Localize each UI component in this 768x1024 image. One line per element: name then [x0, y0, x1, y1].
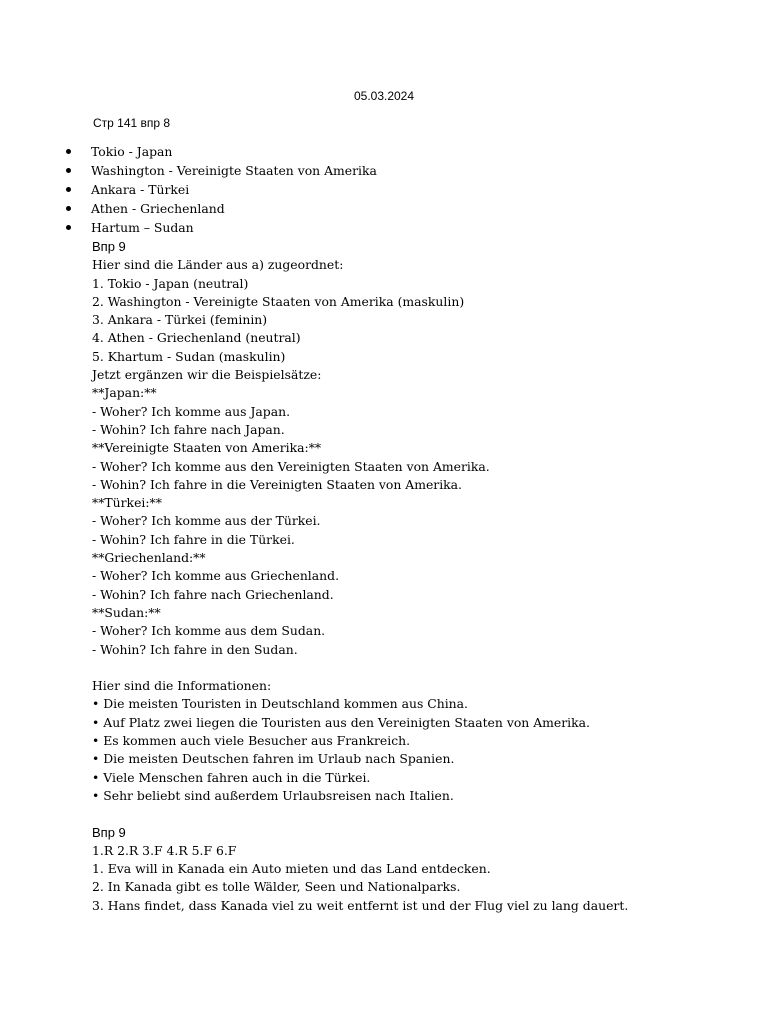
bullet-icon: [66, 187, 71, 192]
list-item: [0, 218, 377, 237]
text-line: - Wohin? Ich fahre in die Türkei.: [92, 531, 295, 547]
text-line: • Sehr beliebt sind außerdem Urlaubsreisen nach Italien.: [92, 787, 454, 803]
list-item: [0, 199, 377, 218]
text-line: 1. Tokio - Japan (neutral): [92, 275, 249, 291]
list-item-text: Athen - Griechenland: [91, 201, 225, 216]
text-line: • Die meisten Touristen in Deutschland kommen aus China.: [92, 696, 468, 712]
text-line: Jetzt ergänzen wir die Beispielsätze:: [92, 367, 322, 383]
text-line: - Woher? Ich komme aus dem Sudan.: [92, 623, 326, 639]
list-item-text: Tokio - Japan: [91, 144, 173, 159]
text-line: **Vereinigte Staaten von Amerika:**: [92, 440, 322, 456]
list-item: [0, 142, 377, 161]
section-heading: Впр 9: [92, 239, 126, 254]
text-line: 3. Hans findet, dass Kanada viel zu weit entfernt ist und der Flug viel zu lang dauert.: [92, 897, 629, 913]
country-capital-list: [0, 142, 377, 237]
text-line: • Viele Menschen fahren auch in die Türkei.: [92, 769, 371, 785]
text-line: • Auf Platz zwei liegen die Touristen aus den Vereinigten Staaten von Amerika.: [92, 714, 590, 730]
text-line: 3. Ankara - Türkei (feminin): [92, 312, 268, 328]
text-line: 2. In Kanada gibt es tolle Wälder, Seen und Nationalparks.: [92, 879, 461, 895]
text-line: **Türkei:**: [92, 495, 162, 511]
text-line: - Wohin? Ich fahre in die Vereinigten Staaten von Amerika.: [92, 476, 462, 492]
text-line: **Japan:**: [92, 385, 157, 401]
bullet-icon: [66, 168, 71, 173]
document-subheading: Стр 141 впр 8: [93, 116, 171, 130]
text-line: **Sudan:**: [92, 604, 161, 620]
list-item-text: Washington - Vereinigte Staaten von Amerika: [91, 163, 377, 178]
text-line: - Wohin? Ich fahre nach Japan.: [92, 421, 285, 437]
text-line: - Wohin? Ich fahre in den Sudan.: [92, 641, 298, 657]
blank-line: [92, 659, 628, 677]
list-item-text: Ankara - Türkei: [91, 182, 190, 197]
document-body: [92, 238, 628, 915]
bullet-icon: [66, 225, 71, 230]
text-line: 2. Washington - Vereinigte Staaten von Amerika (maskulin): [92, 293, 465, 309]
text-line: - Woher? Ich komme aus Griechenland.: [92, 568, 340, 584]
text-line: **Griechenland:**: [92, 550, 206, 566]
text-line: 4. Athen - Griechenland (neutral): [92, 330, 301, 346]
section-heading: Впр 9: [92, 824, 126, 840]
blank-line: [92, 805, 628, 823]
list-item: [0, 180, 377, 199]
bullet-icon: [66, 206, 71, 211]
bullet-icon: [66, 149, 71, 154]
text-line: • Es kommen auch viele Besucher aus Frankreich.: [92, 733, 411, 749]
text-line: - Woher? Ich komme aus Japan.: [92, 403, 291, 419]
text-line: 1. Eva will in Kanada ein Auto mieten und das Land entdecken.: [92, 861, 491, 877]
text-line: - Woher? Ich komme aus den Vereinigten Staaten von Amerika.: [92, 458, 490, 474]
text-line: 5. Khartum - Sudan (maskulin): [92, 348, 286, 364]
text-line: 1.R 2.R 3.F 4.R 5.F 6.F: [92, 842, 237, 858]
list-item-text: Hartum – Sudan: [91, 220, 194, 235]
text-line: Hier sind die Länder aus a) zugeordnet:: [92, 257, 344, 273]
text-line: - Wohin? Ich fahre nach Griechenland.: [92, 586, 334, 602]
document-date: 05.03.2024: [353, 89, 415, 103]
text-line: • Die meisten Deutschen fahren im Urlaub nach Spanien.: [92, 751, 455, 767]
list-item: [0, 161, 377, 180]
text-line: - Woher? Ich komme aus der Türkei.: [92, 513, 321, 529]
text-line: Hier sind die Informationen:: [92, 678, 272, 694]
